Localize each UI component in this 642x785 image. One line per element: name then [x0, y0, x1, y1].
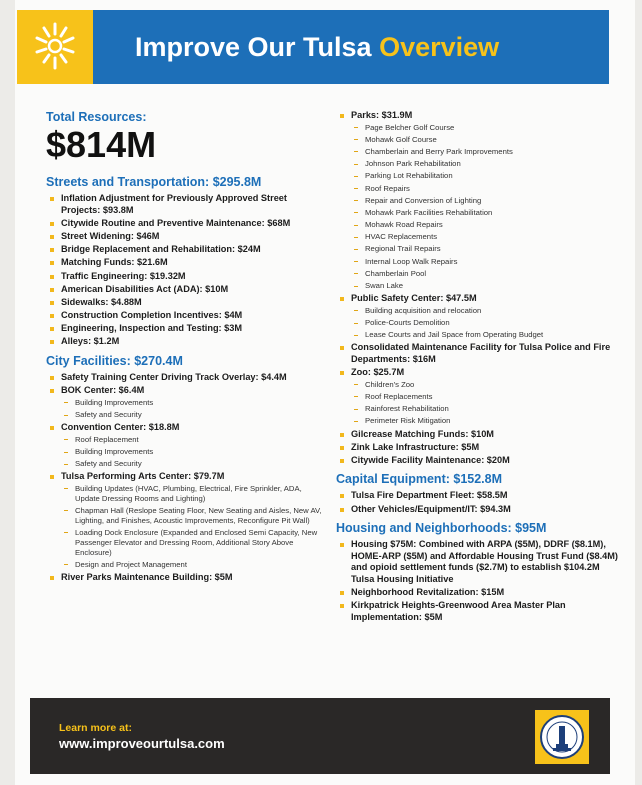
item-label: Other Vehicles/Equipment/IT: $94.3M — [351, 503, 511, 514]
sub-item: Chamberlain and Berry Park Improvements — [351, 147, 621, 157]
sub-item: Lease Courts and Jail Space from Operating Budget — [351, 330, 621, 340]
sub-item: Safety and Security — [61, 410, 328, 420]
item-label: Citywide Routine and Preventive Maintenance: $68M — [61, 217, 291, 228]
item-list — [46, 193, 328, 348]
item-label: Matching Funds: $21.6M — [61, 257, 168, 268]
sub-item: Building Improvements — [61, 398, 328, 408]
sub-item: Mohawk Road Repairs — [351, 220, 621, 230]
item-label: American Disabilities Act (ADA): $10M — [61, 283, 229, 294]
sub-item: Building Updates (HVAC, Plumbing, Electrical, Fire Sprinkler, ADA, Update Dressing Rooms and Lighting) — [61, 484, 328, 504]
section — [336, 110, 621, 466]
section-heading: Housing and Neighborhoods: $95M — [336, 521, 547, 536]
star-burst-logo-icon — [17, 10, 93, 84]
item-label: Inflation Adjustment for Previously Approved Street Projects: $93.8M — [61, 193, 287, 215]
list-item — [46, 336, 328, 348]
sub-item: Swan Lake — [351, 281, 621, 291]
left-sections — [46, 175, 328, 584]
section — [336, 521, 621, 623]
list-item — [336, 442, 621, 454]
sub-item-list — [351, 306, 621, 340]
item-label: Tulsa Performing Arts Center: $79.7M — [61, 471, 225, 482]
left-column — [46, 110, 328, 590]
right-column — [336, 110, 621, 630]
sub-item: Chamberlain Pool — [351, 269, 621, 279]
seal-box — [535, 710, 589, 764]
sub-item-list — [61, 435, 328, 469]
list-item — [46, 310, 328, 322]
sub-item-list — [351, 380, 621, 426]
item-label: Public Safety Center: $47.5M — [351, 293, 477, 304]
sub-item: Police-Courts Demolition — [351, 318, 621, 328]
item-list — [336, 539, 621, 623]
sub-item: Building Improvements — [61, 447, 328, 457]
list-item — [46, 372, 328, 384]
item-list — [336, 110, 621, 466]
list-item — [336, 490, 621, 502]
title-main: Improve Our Tulsa — [135, 32, 372, 62]
list-item — [46, 471, 328, 569]
section — [46, 354, 328, 583]
list-item — [336, 293, 621, 340]
sub-item: Roof Replacement — [61, 435, 328, 445]
footer-bar — [30, 698, 610, 774]
item-label: Consolidated Maintenance Facility for Tulsa Police and Fire Departments: $16M — [351, 342, 611, 364]
sub-item: Perimeter Risk Mitigation — [351, 416, 621, 426]
total-resources-label: Total Resources: — [46, 110, 147, 124]
sub-item: Mohawk Golf Course — [351, 135, 621, 145]
list-item — [46, 193, 328, 216]
sub-item: Regional Trail Repairs — [351, 244, 621, 254]
sub-item: Rainforest Rehabilitation — [351, 404, 621, 414]
learn-more-label: Learn more at: — [59, 722, 132, 734]
item-label: Parks: $31.9M — [351, 110, 413, 120]
item-label: BOK Center: $6.4M — [61, 385, 145, 396]
city-seal-icon — [535, 710, 589, 764]
sub-item: Design and Project Management — [61, 560, 328, 570]
section — [46, 175, 328, 348]
sub-item: Mohawk Park Facilities Rehabilitation — [351, 208, 621, 218]
list-item — [46, 572, 328, 584]
list-item — [46, 257, 328, 269]
item-label: Zink Lake Infrastructure: $5M — [351, 441, 480, 452]
sub-item: Repair and Conversion of Lighting — [351, 196, 621, 206]
list-item — [336, 429, 621, 441]
sub-item: Page Belcher Golf Course — [351, 123, 621, 133]
sub-item: Roof Repairs — [351, 184, 621, 194]
section-heading: City Facilities: $270.4M — [46, 354, 183, 369]
section-heading: Capital Equipment: $152.8M — [336, 472, 503, 487]
sub-item-list — [61, 484, 328, 570]
list-item — [46, 422, 328, 469]
website-link[interactable]: www.improveourtulsa.com — [59, 736, 225, 751]
sub-item-list — [61, 398, 328, 420]
item-label: Housing $75M: Combined with ARPA ($5M), DDRF ($8.1M), HOME-ARP ($5M) and Affordable Housing Trust Fund ($8.4M) and opioid settlement funds ($2.7M) to establish $104.2M Tulsa Housing Initiative — [351, 539, 618, 585]
sub-item-list — [351, 123, 621, 291]
sub-item: Building acquisition and relocation — [351, 306, 621, 316]
sub-item: Children's Zoo — [351, 380, 621, 390]
item-label: Citywide Facility Maintenance: $20M — [351, 454, 510, 465]
item-label: Tulsa Fire Department Fleet: $58.5M — [351, 490, 508, 501]
sub-item: HVAC Replacements — [351, 232, 621, 242]
sub-item: Johnson Park Rehabilitation — [351, 159, 621, 169]
item-label: Convention Center: $18.8M — [61, 422, 180, 433]
list-item — [336, 342, 621, 365]
header-banner — [17, 10, 609, 84]
item-label: Safety Training Center Driving Track Overlay: $4.4M — [61, 372, 287, 383]
section — [336, 472, 621, 515]
sub-item: Safety and Security — [61, 459, 328, 469]
list-item — [46, 284, 328, 296]
title-accent: Overview — [379, 32, 500, 62]
list-item — [46, 218, 328, 230]
list-item — [46, 385, 328, 420]
item-label: Engineering, Inspection and Testing: $3M — [61, 323, 243, 334]
sub-item: Roof Replacements — [351, 392, 621, 402]
item-label: River Parks Maintenance Building: $5M — [61, 571, 233, 582]
sub-item: Internal Loop Walk Repairs — [351, 257, 621, 267]
right-sections — [336, 110, 621, 624]
page-title — [135, 32, 499, 63]
list-item — [46, 271, 328, 283]
list-item — [46, 231, 328, 243]
item-label: Construction Completion Incentives: $4M — [61, 310, 243, 321]
item-label: Neighborhood Revitalization: $15M — [351, 587, 505, 598]
sub-item: Chapman Hall (Reslope Seating Floor, New Seating and Aisles, New AV, Lighting, and Finishes, Acoustic Improvements, Reconfigure Pit Wall) — [61, 506, 328, 526]
section-heading: Streets and Transportation: $295.8M — [46, 175, 262, 189]
sub-item: Parking Lot Rehabilitation — [351, 171, 621, 181]
item-label: Gilcrease Matching Funds: $10M — [351, 428, 494, 439]
list-item — [46, 323, 328, 335]
list-item — [336, 455, 621, 467]
list-item — [46, 244, 328, 256]
list-item — [336, 110, 621, 291]
item-list — [46, 372, 328, 583]
item-label: Street Widening: $46M — [61, 230, 160, 241]
logo-box — [17, 10, 93, 84]
list-item — [336, 504, 621, 516]
item-label: Alleys: $1.2M — [61, 336, 120, 347]
total-resources-value: $814M — [46, 124, 157, 165]
list-item — [336, 587, 621, 599]
item-label: Bridge Replacement and Rehabilitation: $24M — [61, 244, 261, 255]
list-item — [336, 539, 621, 585]
item-label: Traffic Engineering: $19.32M — [61, 270, 186, 281]
list-item — [336, 367, 621, 426]
list-item — [336, 600, 621, 623]
item-label: Sidewalks: $4.88M — [61, 296, 142, 307]
sub-item: Loading Dock Enclosure (Expanded and Enclosed Semi Capacity, New Passenger Elevator and Dressing Room, Additional Story Above Enclosure) — [61, 528, 328, 557]
item-list — [336, 490, 621, 515]
item-label: Zoo: $25.7M — [351, 367, 405, 378]
item-label: Kirkpatrick Heights-Greenwood Area Master Plan Implementation: $5M — [351, 600, 566, 622]
list-item — [46, 297, 328, 309]
